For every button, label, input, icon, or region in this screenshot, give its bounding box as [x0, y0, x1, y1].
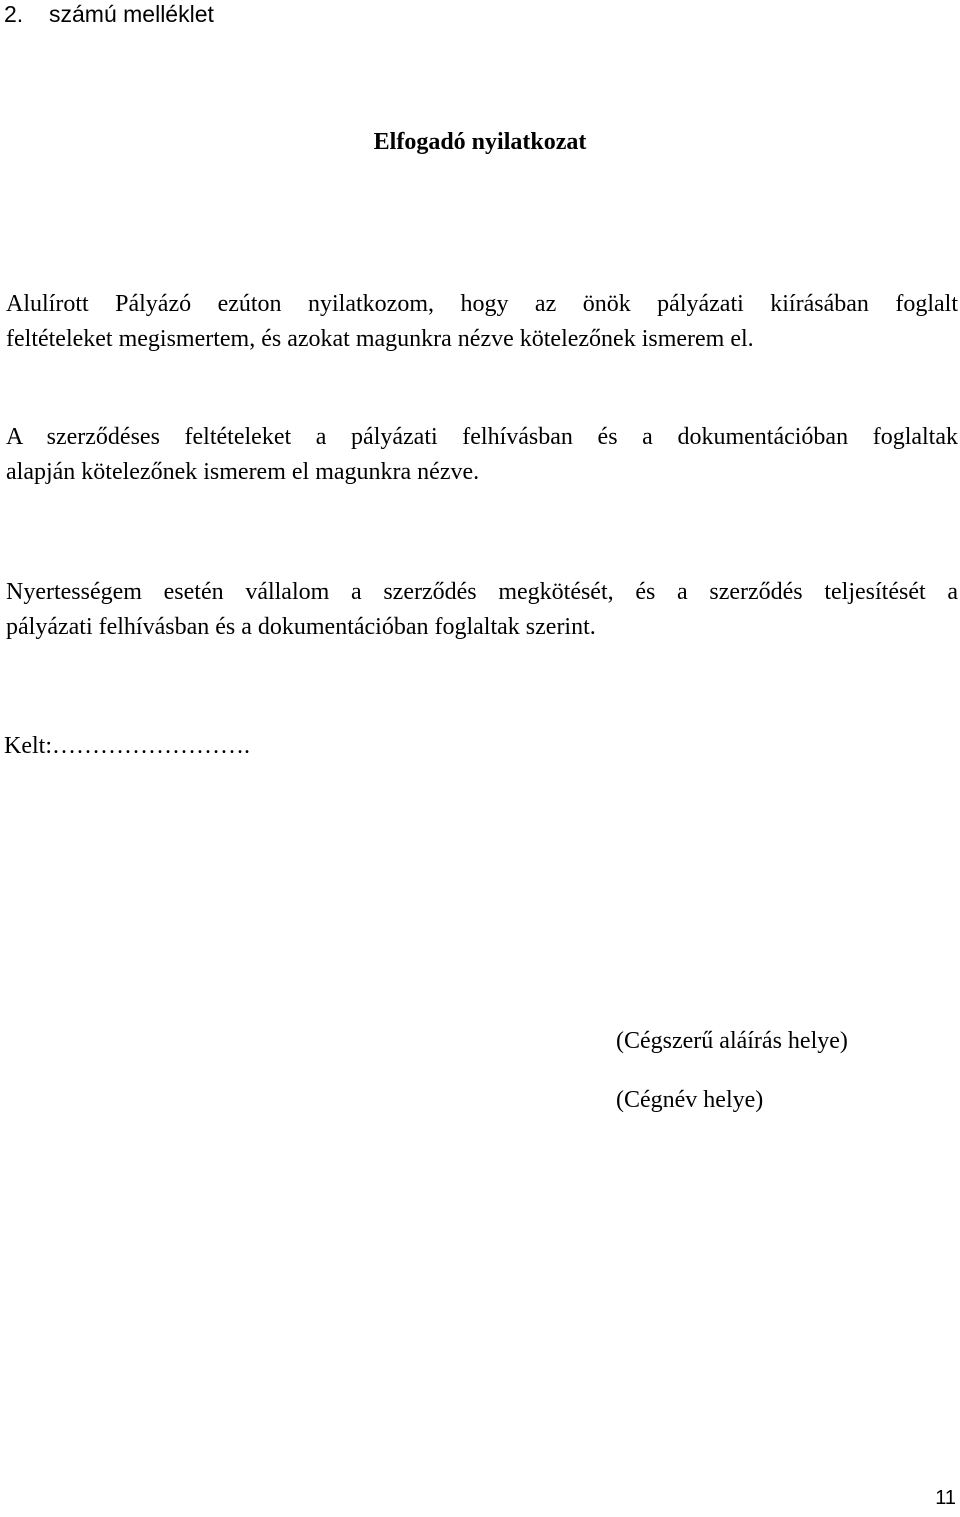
paragraph-contract-terms	[6, 420, 958, 490]
annex-label	[4, 0, 214, 28]
paragraph-line: Nyertességem esetén vállalom a szerződés megkötését, és a szerződés teljesítését a	[6, 579, 958, 605]
paragraph-commitment	[6, 575, 958, 645]
paragraph-line: A szerződéses feltételeket a pályázati felhívásban és a dokumentációban foglaltak	[6, 424, 958, 450]
paragraph-line: feltételeket megismertem, és azokat magunkra nézve kötelezőnek ismerem el.	[6, 326, 754, 352]
signature-placeholder: (Cégszerű aláírás helye)	[616, 1028, 848, 1054]
page-number: 11	[935, 1487, 956, 1509]
paragraph-line: pályázati felhívásban és a dokumentációban foglaltak szerint.	[6, 614, 596, 640]
document-title: Elfogadó nyilatkozat	[373, 129, 587, 155]
paragraph-line: alapján kötelezőnek ismerem el magunkra nézve.	[6, 459, 480, 485]
annex-number: 2.	[4, 1, 24, 27]
date-place-field: Kelt:…………………….	[4, 733, 250, 759]
company-name-placeholder: (Cégnév helye)	[616, 1087, 764, 1113]
annex-text: számú melléklet	[49, 1, 214, 27]
paragraph-acceptance	[6, 287, 958, 357]
paragraph-line: Alulírott Pályázó ezúton nyilatkozom, hogy az önök pályázati kiírásában foglalt	[6, 291, 958, 317]
